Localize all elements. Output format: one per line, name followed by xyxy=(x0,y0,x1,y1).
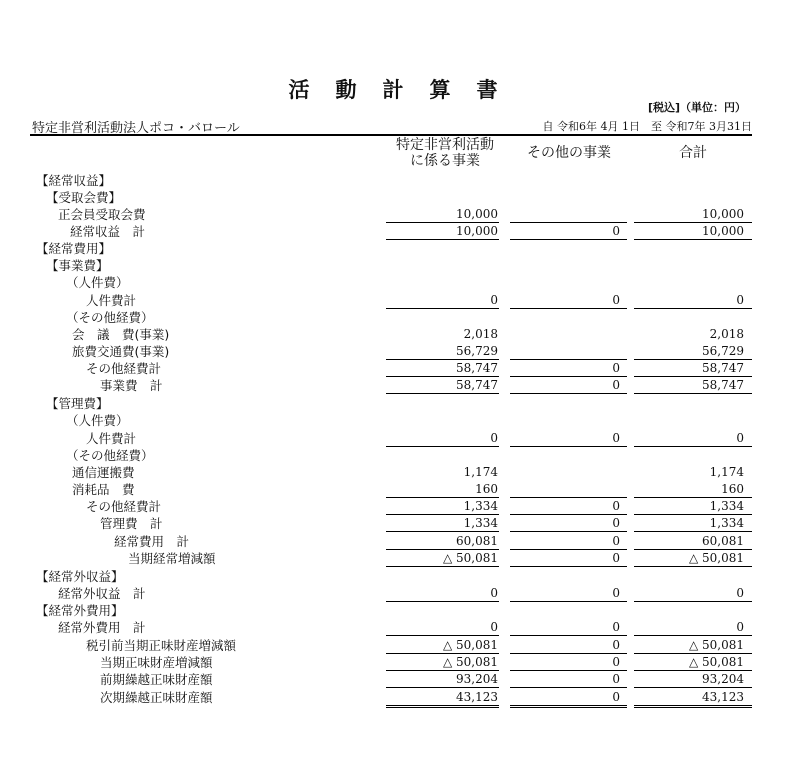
row-label: 次期繰越正味財産額 xyxy=(100,690,213,705)
row-value-c1: 1,174 xyxy=(463,465,498,479)
row-underline xyxy=(386,393,499,394)
row-value-c2: 0 xyxy=(612,224,620,238)
row-underline xyxy=(634,393,752,394)
row-value-c1: 0 xyxy=(490,293,498,307)
table-row xyxy=(0,257,786,274)
row-label: 【受取会費】 xyxy=(46,190,122,205)
table-row xyxy=(0,360,786,377)
row-label: 経常外収益 計 xyxy=(58,586,146,601)
row-value-c3: 43,123 xyxy=(702,690,744,704)
row-underline xyxy=(634,635,752,636)
row-value-c3: 2,018 xyxy=(709,327,744,341)
row-label: 人件費計 xyxy=(86,431,137,446)
row-value-c1: 93,204 xyxy=(456,672,498,686)
row-underline xyxy=(634,705,752,708)
row-value-c1: 43,123 xyxy=(456,690,498,704)
row-label: 経常収益 計 xyxy=(70,224,146,239)
table-row xyxy=(0,464,786,481)
row-label: 通信運搬費 xyxy=(72,465,135,480)
table-row xyxy=(0,189,786,206)
row-value-c3: 160 xyxy=(721,482,744,496)
column-header-npo-activity xyxy=(386,137,504,169)
table-row xyxy=(0,326,786,343)
column-header-other-business: その他の事業 xyxy=(527,145,611,161)
row-underline xyxy=(510,531,627,532)
row-label: 人件費計 xyxy=(86,293,137,308)
row-underline xyxy=(510,687,627,688)
row-value-c3: 1,334 xyxy=(709,516,744,530)
table-row xyxy=(0,602,786,619)
row-value-c1: △ 50,081 xyxy=(442,551,498,565)
row-value-c1: 0 xyxy=(490,620,498,634)
row-label: 【管理費】 xyxy=(46,396,109,411)
row-value-c2: 0 xyxy=(612,586,620,600)
header-rule xyxy=(30,134,752,136)
table-row xyxy=(0,481,786,498)
row-label: 旅費交通費(事業) xyxy=(72,344,170,359)
table-row xyxy=(0,550,786,567)
row-value-c3: 1,174 xyxy=(709,465,744,479)
row-value-c1: 10,000 xyxy=(456,207,498,221)
row-label: 【経常費用】 xyxy=(36,241,112,256)
row-underline xyxy=(634,566,752,567)
row-underline xyxy=(386,687,499,688)
row-value-c3: 0 xyxy=(736,586,744,600)
row-value-c3: 10,000 xyxy=(702,224,744,238)
row-value-c3: 10,000 xyxy=(702,207,744,221)
row-value-c1: △ 50,081 xyxy=(442,638,498,652)
row-value-c3: 56,729 xyxy=(702,344,744,358)
row-value-c1: △ 50,081 xyxy=(442,655,498,669)
row-value-c3: 58,747 xyxy=(702,378,744,392)
row-value-c1: 2,018 xyxy=(463,327,498,341)
row-value-c2: 0 xyxy=(612,293,620,307)
table-row xyxy=(0,412,786,429)
row-label: 【経常外費用】 xyxy=(36,603,124,618)
row-value-c1: 0 xyxy=(490,586,498,600)
row-value-c3: 1,334 xyxy=(709,499,744,513)
organization-name: 特定非営利活動法人ポコ・バロール xyxy=(32,121,240,136)
row-label: 経常外費用 計 xyxy=(58,620,146,635)
row-value-c3: △ 50,081 xyxy=(688,551,744,565)
table-row xyxy=(0,619,786,636)
table-row xyxy=(0,568,786,585)
row-label: 前期繰越正味財産額 xyxy=(100,672,213,687)
row-label: 当期正味財産増減額 xyxy=(100,655,213,670)
table-row xyxy=(0,274,786,291)
row-value-c2: 0 xyxy=(612,378,620,392)
table-row xyxy=(0,654,786,671)
row-value-c1: 0 xyxy=(490,431,498,445)
table-row xyxy=(0,395,786,412)
row-value-c3: 0 xyxy=(736,620,744,634)
table-row xyxy=(0,498,786,515)
row-label: 【経常収益】 xyxy=(36,173,112,188)
column-header-npo-line2: に係る事業 xyxy=(410,153,480,169)
row-value-c1: 1,334 xyxy=(463,499,498,513)
table-row xyxy=(0,533,786,550)
row-value-c1: 58,747 xyxy=(456,361,498,375)
document-title: 活動計算書 xyxy=(288,78,524,102)
row-label: （その他経費） xyxy=(66,448,154,463)
table-row xyxy=(0,240,786,257)
fiscal-period: 自 令和6年 4月 1日 至 令和7年 3月31日 xyxy=(542,120,752,133)
row-value-c3: 58,747 xyxy=(702,361,744,375)
row-label: 会 議 費(事業) xyxy=(72,327,170,342)
row-underline xyxy=(510,393,627,394)
table-row xyxy=(0,206,786,223)
table-row xyxy=(0,223,786,240)
table-row xyxy=(0,377,786,394)
row-label: 管理費 計 xyxy=(100,516,163,531)
row-value-c3: △ 50,081 xyxy=(688,655,744,669)
row-value-c2: 0 xyxy=(612,361,620,375)
row-label: 正会員受取会費 xyxy=(58,207,146,222)
row-label: 事業費 計 xyxy=(100,378,163,393)
row-label: 経常費用 計 xyxy=(114,534,190,549)
table-row xyxy=(0,447,786,464)
row-value-c2: 0 xyxy=(612,655,620,669)
row-value-c2: 0 xyxy=(612,620,620,634)
row-value-c3: 60,081 xyxy=(702,534,744,548)
row-label: （人件費） xyxy=(66,275,129,290)
row-underline xyxy=(634,687,752,688)
row-label: その他経費計 xyxy=(86,499,162,514)
table-row xyxy=(0,292,786,309)
column-header-npo-line1: 特定非営利活動 xyxy=(396,137,494,153)
row-value-c2: 0 xyxy=(612,534,620,548)
row-underline xyxy=(386,531,499,532)
table-row xyxy=(0,515,786,532)
row-underline xyxy=(386,705,499,708)
table-row xyxy=(0,343,786,360)
row-underline xyxy=(386,635,499,636)
row-value-c3: 0 xyxy=(736,431,744,445)
row-value-c2: 0 xyxy=(612,672,620,686)
row-value-c2: 0 xyxy=(612,516,620,530)
row-value-c1: 1,334 xyxy=(463,516,498,530)
row-label: 【経常外収益】 xyxy=(36,569,124,584)
row-underline xyxy=(510,705,627,708)
row-value-c1: 56,729 xyxy=(456,344,498,358)
row-label: その他経費計 xyxy=(86,361,162,376)
row-value-c3: △ 50,081 xyxy=(688,638,744,652)
row-value-c1: 160 xyxy=(475,482,498,496)
row-label: （その他経費） xyxy=(66,310,154,325)
row-label: （人件費） xyxy=(66,413,129,428)
table-row xyxy=(0,172,786,189)
table-row xyxy=(0,430,786,447)
row-value-c2: 0 xyxy=(612,690,620,704)
table-row xyxy=(0,585,786,602)
row-label: 消耗品 費 xyxy=(72,482,135,497)
table-row xyxy=(0,671,786,688)
row-label: 税引前当期正味財産増減額 xyxy=(86,638,237,653)
row-label: 当期経常増減額 xyxy=(128,551,216,566)
row-value-c2: 0 xyxy=(612,499,620,513)
row-value-c2: 0 xyxy=(612,431,620,445)
row-underline xyxy=(510,566,627,567)
row-underline xyxy=(510,635,627,636)
row-value-c3: 93,204 xyxy=(702,672,744,686)
tax-unit-note: [税込]（単位：円） xyxy=(647,101,746,114)
row-value-c2: 0 xyxy=(612,551,620,565)
row-underline xyxy=(634,531,752,532)
table-row xyxy=(0,689,786,706)
table-row xyxy=(0,637,786,654)
row-label: 【事業費】 xyxy=(46,258,109,273)
row-value-c1: 10,000 xyxy=(456,224,498,238)
row-value-c2: 0 xyxy=(612,638,620,652)
row-value-c1: 60,081 xyxy=(456,534,498,548)
column-header-total: 合計 xyxy=(679,145,707,161)
row-value-c1: 58,747 xyxy=(456,378,498,392)
row-value-c3: 0 xyxy=(736,293,744,307)
table-row xyxy=(0,309,786,326)
row-underline xyxy=(386,566,499,567)
